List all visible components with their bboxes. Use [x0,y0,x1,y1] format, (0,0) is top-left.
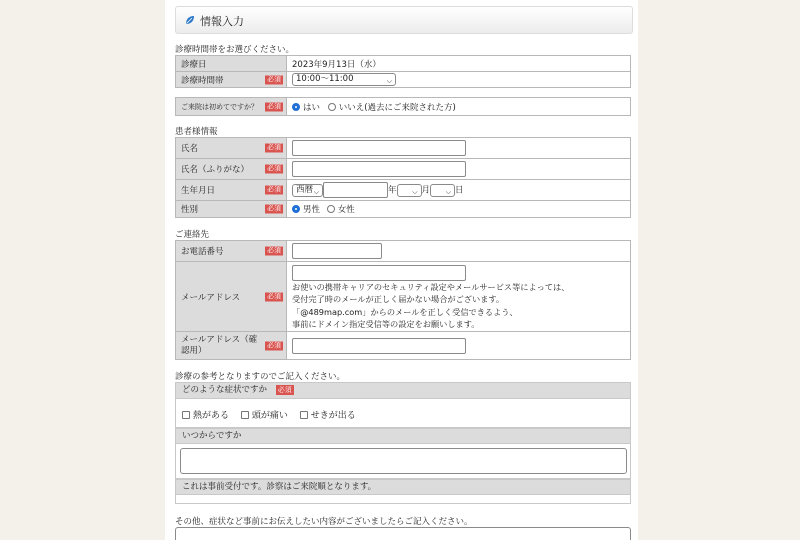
section-header [175,6,633,34]
day-unit: 日 [455,185,464,196]
month-unit: 月 [421,185,431,196]
page-title: 情報入力 [200,15,244,28]
form-page [165,0,638,540]
first-visit-no[interactable]: いいえ(過去にご来院された方) [328,103,456,113]
first-visit-label: ご来院は初めてですか？ 必須 [176,98,287,116]
contact-table [175,240,631,360]
radio-unchecked[interactable] [328,103,336,111]
other-textarea[interactable] [175,527,631,540]
date-value: 2023年9月13日（水） [287,56,631,72]
time-slot-select[interactable]: 10:00〜11:00 ⌵ [292,73,396,86]
symptom-option-cough[interactable]: せきが出る [300,411,356,421]
sex-female-option[interactable]: 女性 [327,205,355,215]
required-badge: 必須 [267,246,281,255]
required-badge: 必須 [267,292,281,300]
symptom-option-headache[interactable]: 頭が痛い [241,411,288,421]
sex-label: 性別 必須 [176,201,287,218]
birth-label: 生年月日 必須 [176,180,287,201]
symptoms-bar: どのような症状ですか 必須 [175,382,631,399]
birth-day-select[interactable] [430,184,455,197]
radio-checked[interactable] [292,205,300,213]
year-unit: 年 [388,185,397,196]
required-badge: 必須 [267,204,281,213]
date-label: 診療日 [176,56,287,72]
symptoms-box [175,399,631,428]
kana-label: 氏名（ふりがな） 必須 [176,159,287,180]
required-badge: 必須 [267,102,281,110]
first-visit-yes[interactable]: はい [292,103,320,113]
notice-bar: これは事前受付です。診察はご来院順となります。 [175,479,631,495]
section-contact-heading: ご連絡先 [175,230,210,240]
email-confirm-input[interactable] [292,338,466,354]
checkbox[interactable] [241,411,249,419]
chevron-down-icon: ⌵ [412,187,418,196]
since-box [175,444,631,479]
patient-table [175,137,631,218]
required-badge: 必須 [267,164,281,173]
radio-checked[interactable] [292,103,300,111]
radio-unchecked[interactable] [327,205,335,213]
checkbox[interactable] [300,411,308,419]
name-input[interactable] [292,140,466,156]
checkbox[interactable] [182,411,190,419]
email-input[interactable] [292,265,466,281]
era-select[interactable]: 西暦 ⌵ [292,184,323,197]
symptom-option-fever[interactable]: 熱がある [182,411,229,421]
chevron-down-icon: ⌵ [386,77,392,85]
phone-label: お電話番号 必須 [176,241,287,262]
required-badge: 必須 [267,341,281,349]
kana-input[interactable] [292,161,466,177]
required-badge: 必須 [267,143,281,152]
birth-year-input[interactable] [323,182,388,198]
first-visit-table [175,97,631,116]
chevron-down-icon: ⌵ [445,187,452,196]
email-confirm-label: メールアドレス（確 認用） 必須 [176,332,287,360]
email-note: お使いの携帯キャリアのセキュリティ設定やメールサービス等によっては、 受付完了時のメールが正しく届かない場合がございます。 「@489map.com」からのメールを正しく受信できるよう、 事前にドメイン指定受信等の設定をお願いします。 [292,281,570,329]
section-time-heading: 診療時間帯をお選びください。 [175,45,295,55]
since-bar: いつからですか [175,428,631,444]
name-label: 氏名 必須 [176,138,287,159]
notice-box [175,495,631,504]
birth-month-select[interactable] [397,184,422,197]
leaf-icon [185,15,195,25]
sex-male-option[interactable]: 男性 [292,205,320,215]
time-table [175,55,631,88]
phone-input[interactable] [292,243,382,259]
required-badge: 必須 [277,386,292,394]
email-label: メールアドレス 必須 [176,262,287,332]
since-textarea[interactable] [180,448,627,474]
section-patient-heading: 患者様情報 [175,127,218,137]
section-other-heading: その他、症状など事前にお伝えしたい内容がございましたらご記入ください。 [175,517,473,527]
required-badge: 必須 [267,75,281,83]
slot-label: 診療時間帯 必須 [176,72,287,88]
section-reference-heading: 診療の参考となりますのでご記入ください。 [175,372,346,382]
chevron-down-icon: ⌵ [313,187,319,196]
required-badge: 必須 [267,185,281,194]
